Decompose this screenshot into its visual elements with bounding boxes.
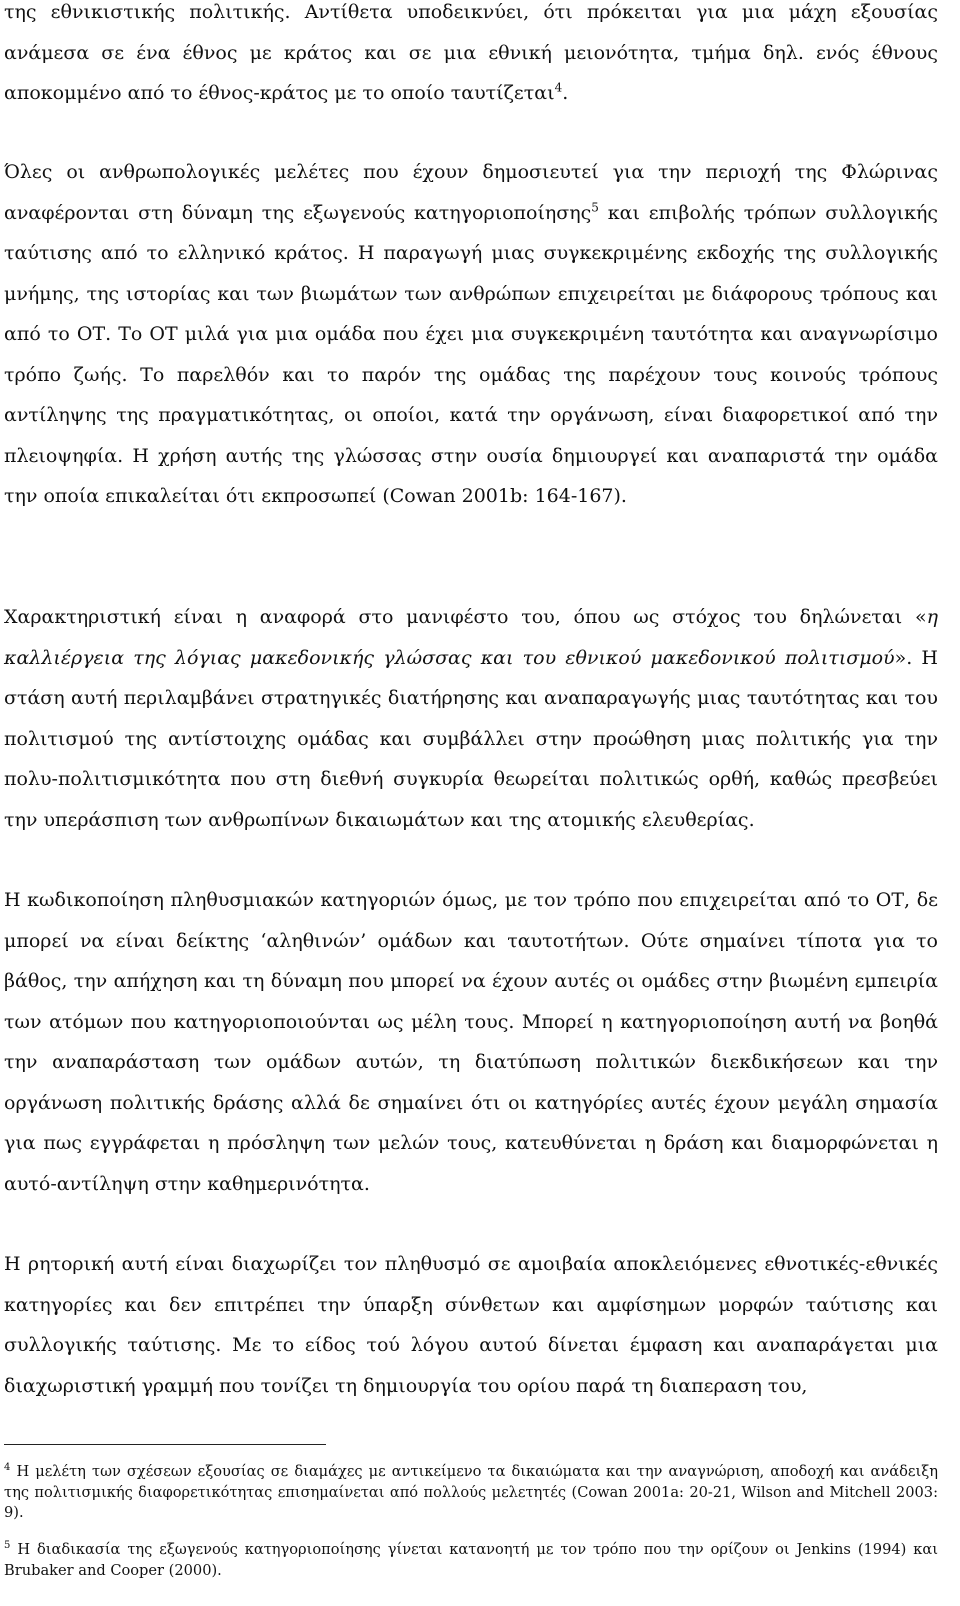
footnote-4: [4, 1462, 938, 1524]
paragraph-5: [4, 1244, 938, 1406]
footnote-reference: 5: [591, 200, 599, 215]
paragraph-text: .: [562, 82, 569, 104]
paragraph-3: [4, 597, 938, 840]
footnote-text: Η μελέτη των σχέσεων εξουσίας σε διαμάχες με αντικείμενο τα δικαιώματα και την αναγνώριση, αποδοχή και ανάδειξη της πολιτισμικής διαφορετικότητας επισημαίνεται από πολλούς μελετητές (Cowan 2001a: 20-21, Wilson and Mitchell 2003: 9).: [4, 1463, 938, 1521]
paragraph-text: Όλες οι ανθρωπολογικές μελέτες που έχουν δημοσιευτεί για την περιοχή της Φλώρινας αναφέρονται στη δύναμη της εξωγενούς κατηγοριοποίησης: [4, 161, 938, 224]
paragraph-4: [4, 880, 938, 1204]
footnote-reference: 4: [554, 80, 563, 95]
footnote-mark: 4: [4, 1462, 11, 1474]
footnote-separator: [4, 1444, 326, 1445]
paragraph-text: ». Η στάση αυτή περιλαμβάνει στρατηγικές διατήρησης και αναπαραγωγής μιας ταυτότητας και του πολιτισμού της αντίστοιχης ομάδας και συμβάλλει στην προώθηση μιας πολιτικής για την πολυ-πολιτισμικότητα που στη διεθνή συγκυρία θεωρείται πολιτικώς ορθή, καθώς πρεσβεύει την υπεράσπιση των ανθρωπίνων δικαιωμάτων και της ατομικής ελευθερίας.: [4, 646, 938, 831]
paragraph-2: [4, 152, 938, 517]
footnote-mark: 5: [4, 1540, 11, 1552]
footnote-text: Η διαδικασία της εξωγενούς κατηγοριοποίησης γίνεται κατανοητή με τον τρόπο που την ορίζουν οι Jenkins (1994) και Brubaker and Cooper (2000).: [4, 1541, 938, 1579]
paragraph-1: [4, 0, 938, 114]
paragraph-text: Χαρακτηριστική είναι η αναφορά στο μανιφέστο του, όπου ως στόχος του δηλώνεται «: [4, 606, 927, 628]
quoted-text: η καλλιέργεια της λόγιας μακεδονικής γλώσσας και του εθνικού μακεδονικού πολιτισμού: [4, 606, 938, 669]
paragraph-text: Η ρητορική αυτή είναι διαχωρίζει τον πληθυσμό σε αμοιβαία αποκλειόμενες εθνοτικές-εθνικές κατηγορίες και δεν επιτρέπει την ύπαρξη σύνθετων και αμφίσημων μορφών ταύτισης και συλλογικής ταύτισης. Με το είδος τού λόγου αυτού δίνεται έμφαση και αναπαράγεται μια διαχωριστική γραμμή που τονίζει τη δημιουργία του ορίου παρά τη διαπεραση του,: [4, 1253, 938, 1397]
paragraph-text: Η κωδικοποίηση πληθυσμιακών κατηγοριών όμως, με τον τρόπο που επιχειρείται από το ΟΤ, δε μπορεί να είναι δείκτης ‘αληθινών’ ομάδων και ταυτοτήτων. Ούτε σημαίνει τίποτα για το βάθος, την απήχηση και τη δύναμη που μπορεί να έχουν αυτές οι ομάδες στην βιωμένη εμπειρία των ατόμων που κατηγοριοποιούνται ως μέλη τους. Μπορεί η κατηγοριοποίηση αυτή να βοηθά την αναπαράσταση των ομάδων αυτών, τη διατύπωση πολιτικών διεκδικήσεων και την οργάνωση πολιτικής δράσης αλλά δε σημαίνει ότι οι κατηγόρίες αυτές έχουν μεγάλη σημασία για πως εγγράφεται η πρόσληψη των μελών τους, κατευθύνεται η δράση και διαμορφώνεται η αυτό-αντίληψη στην καθημερινότητα.: [4, 889, 938, 1195]
paragraph-text: της εθνικιστικής πολιτικής. Αντίθετα υποδεικνύει, ότι πρόκειται για μια μάχη εξουσίας ανάμεσα σε ένα έθνος με κράτος και σε μια εθνική μειονότητα, τμήμα δηλ. ενός έθνους αποκομμένο από το έθνος-κράτος με το οποίο ταυτίζεται: [4, 1, 938, 104]
footnote-5: [4, 1540, 938, 1581]
paragraph-text: και επιβολής τρόπων συλλογικής ταύτισης από το ελληνικό κράτος. Η παραγωγή μιας συγκεκριμένης εκδοχής της συλλογικής μνήμης, της ιστορίας και των βιωμάτων των ανθρώπων επιχειρείται με διάφορους τρόπους και από το ΟΤ. Το ΟΤ μιλά για μια ομάδα που έχει μια συγκεκριμένη ταυτότητα και αναγνωρίσιμο τρόπο ζωής. Το παρελθόν και το παρόν της ομάδας της παρέχουν τους κοινούς τρόπους αντίληψης της πραγματικότητας, οι οποίοι, κατά την οργάνωση, είναι διαφορετικοί από την πλειοψηφία. Η χρήση αυτής της γλώσσας στην ουσία δημιουργεί και αναπαριστά την ομάδα την οποία επικαλείται ότι εκπροσωπεί (Cowan 2001b: 164-167).: [4, 201, 939, 507]
